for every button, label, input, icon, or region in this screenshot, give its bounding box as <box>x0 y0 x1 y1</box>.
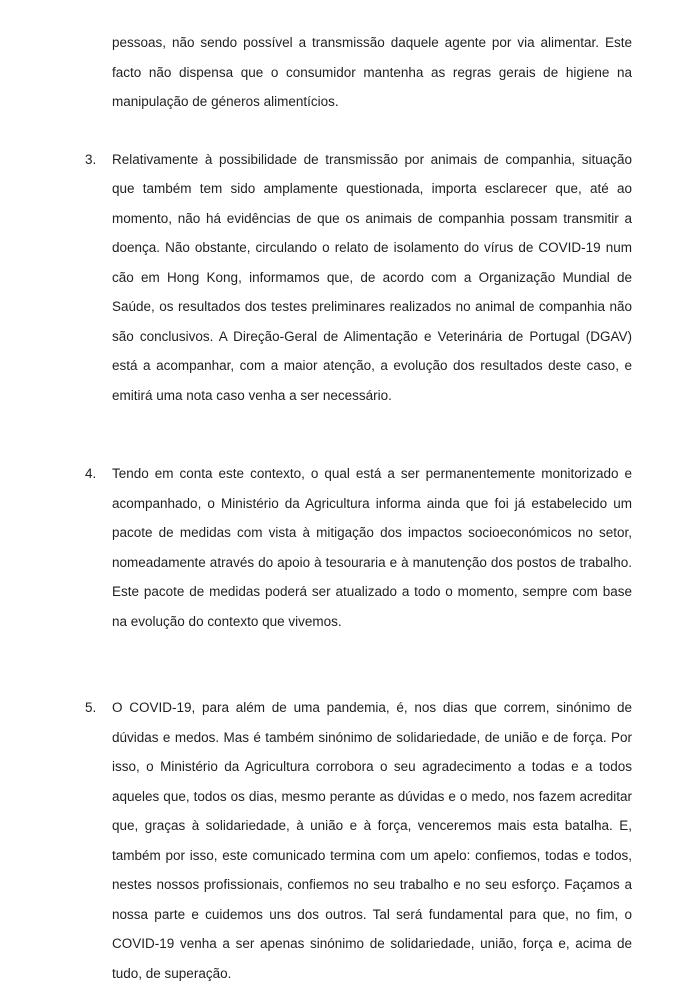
intro-paragraph: pessoas, não sendo possível a transmissão daquele agente por via alimentar. Este facto não dispensa que o consumidor mantenha as regras gerais de higiene na manipulação de géneros alimentícios. <box>112 35 632 109</box>
list-item-number: 4. <box>85 466 97 481</box>
list-item-text: O COVID-19, para além de uma pandemia, é, nos dias que correm, sinónimo de dúvidas e medos. Mas é também sinónimo de solidariedade, de união e de força. Por isso, o Ministério da Agricultura corrobora o seu agradecimento a todas e a todos aqueles que, todos os dias, mesmo perante as dúvidas e o medo, nos fazem acreditar que, graças à solidariedade, à união e à força, venceremos mais esta batalha. E, também por isso, este comunicado termina com um apelo: confiemos, todas e todos, nestes nossos profissionais, confiemos no seu trabalho e no seu esforço. Façamos a nossa parte e cuidemos uns dos outros. Tal será fundamental para que, no fim, o COVID-19 venha a ser apenas sinónimo de solidariedade, união, força e, acima de tudo, de superação. <box>112 700 632 981</box>
list-item-number: 5. <box>85 700 97 715</box>
list-item <box>85 459 632 636</box>
list-item <box>85 145 632 411</box>
list-item-number: 3. <box>85 151 97 167</box>
list-item-text: Tendo em conta este contexto, o qual está a ser permanentemente monitorizado e acompanhado, o Ministério da Agricultura informa ainda que foi já estabelecido um pacote de medidas com vista à mitigação dos impactos socioeconómicos no setor, nomeadamente através do apoio à tesouraria e à manutenção dos postos de trabalho. Este pacote de medidas poderá ser atualizado a todo o momento, sempre com base na evolução do contexto que vivemos. <box>112 466 632 629</box>
list-item <box>85 693 632 985</box>
list-item-text: Relativamente à possibilidade de transmissão por animais de companhia, situação que também tem sido amplamente questionada, importa esclarecer que, até ao momento, não há evidências de que os animais de companhia possam transmitir a doença. Não obstante, circulando o relato de isolamento do vírus de COVID-19 num cão em Hong Kong, informamos que, de acordo com a Organização Mundial de Saúde, os resultados dos testes preliminares realizados no animal de companhia não são conclusivos. A Direção-Geral de Alimentação e Veterinária de Portugal (DGAV) está a acompanhar, com a maior atenção, a evolução dos resultados deste caso, e emitirá uma nota caso venha a ser necessário. <box>112 151 632 403</box>
